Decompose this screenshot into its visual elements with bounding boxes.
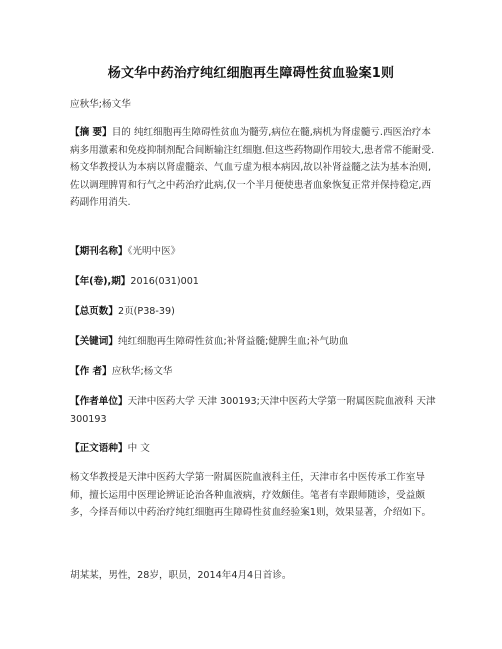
body-paragraph: 杨文华教授是天津中医药大学第一附属医院血液科主任，天津市名中医传承工作室导师，擅长运用中医理论辨证论治各种血液病，疗效颇佳。笔者有幸跟师随诊，受益颇多，今择吾师以中药治疗纯红细胞再生障碍性贫血经验案1则，效果显著，介绍如下。 bbox=[70, 472, 432, 518]
author-value: 应秋华;杨文华 bbox=[111, 366, 173, 377]
year-issue-value: 2016(031)001 bbox=[130, 276, 199, 287]
abstract-label: 【摘 要】 bbox=[70, 127, 112, 138]
abstract-text: 目的 纯红细胞再生障碍性贫血为髓劳,病位在髓,病机为肾虚髓亏.西医治疗本病多用激素和免疫抑制剂配合间断输注红细胞.但这些药物副作用较大,患者常不能耐受.杨文华教授认为本病以肾虚髓亲、气血亏虚为根本病因,故以补肾益髓之法为基本治则,佐以调理脾胃和行气之中药治疗此病,仅一个半月便使患者血象恢复正常并保持稳定,西药副作用消失. bbox=[70, 127, 435, 208]
author-field bbox=[70, 363, 436, 381]
language-field bbox=[70, 440, 436, 458]
keywords-label: 【关键词】 bbox=[70, 336, 118, 347]
authors-line: 应秋华;杨文华 bbox=[70, 99, 131, 110]
page-title: 杨文华中药治疗纯红细胞再生障碍性贫血验案1则 bbox=[107, 66, 395, 81]
journal-value: 《光明中医》 bbox=[127, 246, 181, 257]
affiliation-value: 天津中医药大学 天津 300193;天津中医药大学第一附属医院血液科 天津 300193 bbox=[70, 396, 436, 425]
journal-label: 【期刊名称】 bbox=[70, 246, 128, 257]
year-issue-label: 【年(卷),期】 bbox=[70, 276, 131, 287]
abstract-section bbox=[70, 124, 436, 212]
pages-field bbox=[70, 303, 436, 321]
year-issue-field bbox=[70, 273, 436, 291]
case-paragraph: 胡某某，男性，28岁，职员，2014年4月4日首诊。 bbox=[70, 570, 292, 581]
pages-value: 2页(P38-39) bbox=[117, 306, 175, 317]
author-label: 【作 者】 bbox=[70, 366, 112, 377]
affiliation-field bbox=[70, 393, 436, 428]
keywords-field bbox=[70, 333, 436, 351]
journal-field bbox=[70, 243, 436, 261]
keywords-value: 纯红细胞再生障碍性贫血;补肾益髓;健脾生血;补气助血 bbox=[117, 336, 349, 347]
affiliation-label: 【作者单位】 bbox=[70, 396, 128, 407]
language-label: 【正文语种】 bbox=[70, 443, 128, 454]
pages-label: 【总页数】 bbox=[70, 306, 118, 317]
language-value: 中 文 bbox=[127, 443, 150, 454]
